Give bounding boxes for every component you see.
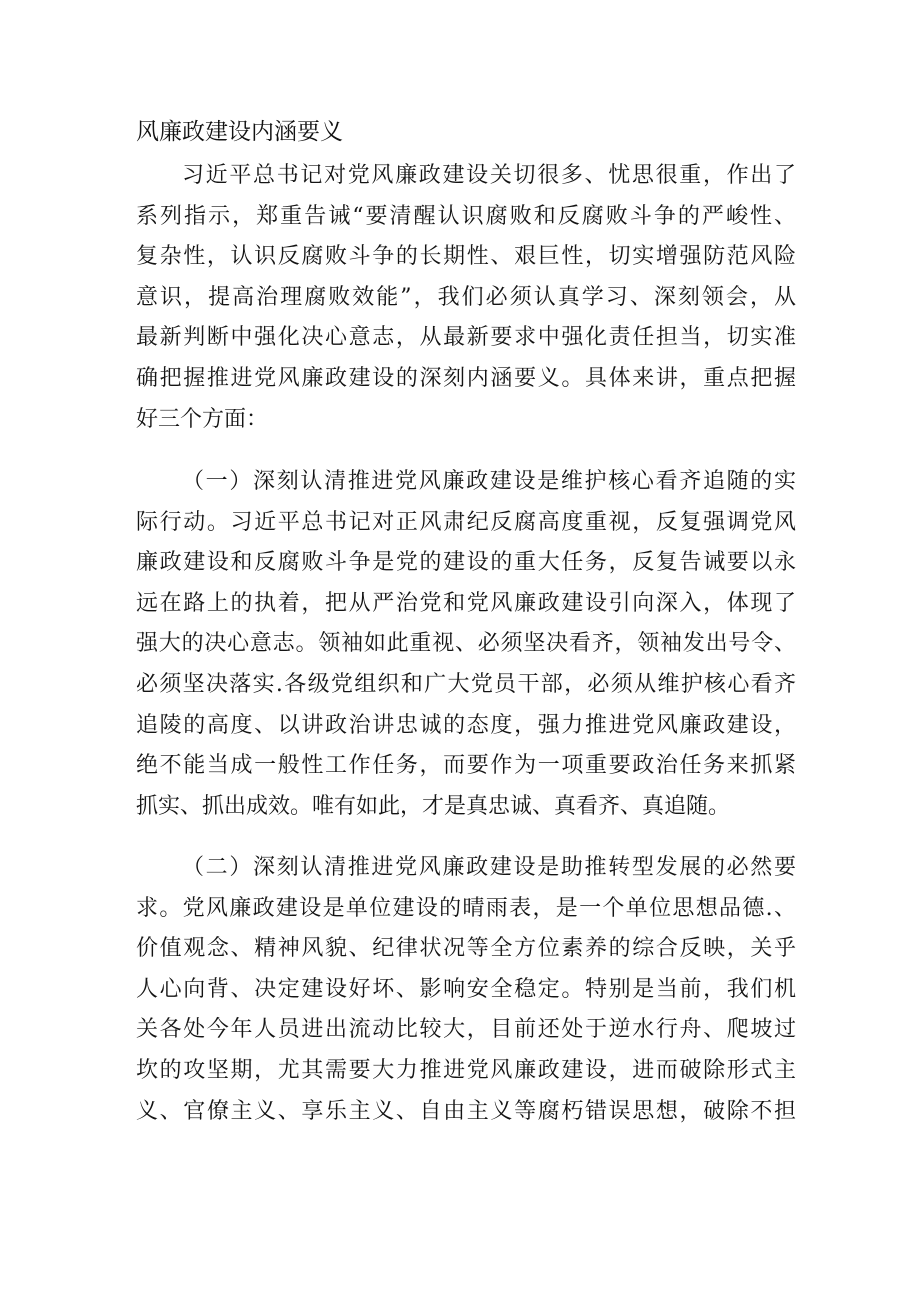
paragraph-line: （一）深刻认清推进党风廉政建设是维护核心看齐追随的实	[182, 469, 796, 494]
paragraph-line: 价值观念、精神风貌、纪律状况等全方位素养的综合反映，关乎	[136, 936, 796, 962]
document-title: 风廉政建设内涵要义	[136, 119, 343, 145]
paragraph-line: 复杂性，认识反腐败斗争的长期性、艰巨性，切实增强防范风险	[136, 244, 796, 270]
paragraph-line: 追陵的高度、以讲政治讲忠诚的态度，强力推进党风廉政建设，	[136, 712, 796, 738]
paragraph-intro	[136, 156, 796, 440]
paragraph-line: 坎的攻坚期，尤其需要大力推进党风廉政建设，进而破除形式主	[136, 1057, 796, 1083]
paragraph-line: （二）深刻认清推进党风廉政建设是助推转型发展的必然要	[182, 855, 796, 880]
paragraph-line: 抓实、抓出成效。唯有如此，才是真忠诚、真看齐、真追随。	[136, 793, 731, 819]
paragraph-line: 强大的决心意志。领袖如此重视、必须坚决看齐，领袖发出号令、	[136, 631, 796, 657]
paragraph-line: 确把握推进党风廉政建设的深刻内涵要义。具体来讲，重点把握	[136, 365, 796, 391]
paragraph-line: 关各处今年人员进出流动比较大，目前还处于逆水行舟、爬坡过	[136, 1017, 796, 1043]
paragraph-line: 好三个方面：	[136, 406, 269, 432]
paragraph-line: 远在路上的执着，把从严治党和党风廉政建设引向深入，体现了	[136, 590, 796, 616]
paragraph-line: 求。党风廉政建设是单位建设的晴雨表，是一个单位思想品德.、	[136, 895, 796, 921]
paragraph-line: 人心向背、决定建设好坏、影响安全稳定。特别是当前，我们机	[136, 976, 796, 1002]
paragraph-line: 廉政建设和反腐败斗争是党的建设的重大任务，反复告诫要以永	[136, 550, 796, 576]
paragraph-line: 习近平总书记对党风廉政建设关切很多、忧思很重，作出了	[182, 163, 796, 188]
paragraph-line: 系列指示，郑重告诫“要清醒认识腐败和反腐败斗争的严峻性、	[136, 203, 796, 229]
paragraph-line: 最新判断中强化决心意志，从最新要求中强化责任担当，切实准	[136, 325, 796, 351]
paragraph-line: 必须坚决落实.各级党组织和广大党员干部，必须从维护核心看齐	[136, 671, 796, 697]
paragraph-line: 意识，提高治理腐败效能”，我们必须认真学习、深刻领会，从	[136, 284, 796, 310]
paragraph-line: 际行动。习近平总书记对正风肃纪反腐高度重视，反复强调党风	[136, 509, 796, 535]
paragraph-section-two	[136, 848, 796, 1132]
paragraph-section-one	[136, 462, 796, 827]
paragraph-line: 绝不能当成一般性工作任务，而要作为一项重要政治任务来抓紧	[136, 753, 796, 779]
paragraph-line: 义、官僚主义、享乐主义、自由主义等腐朽错误思想，破除不担	[136, 1098, 796, 1124]
